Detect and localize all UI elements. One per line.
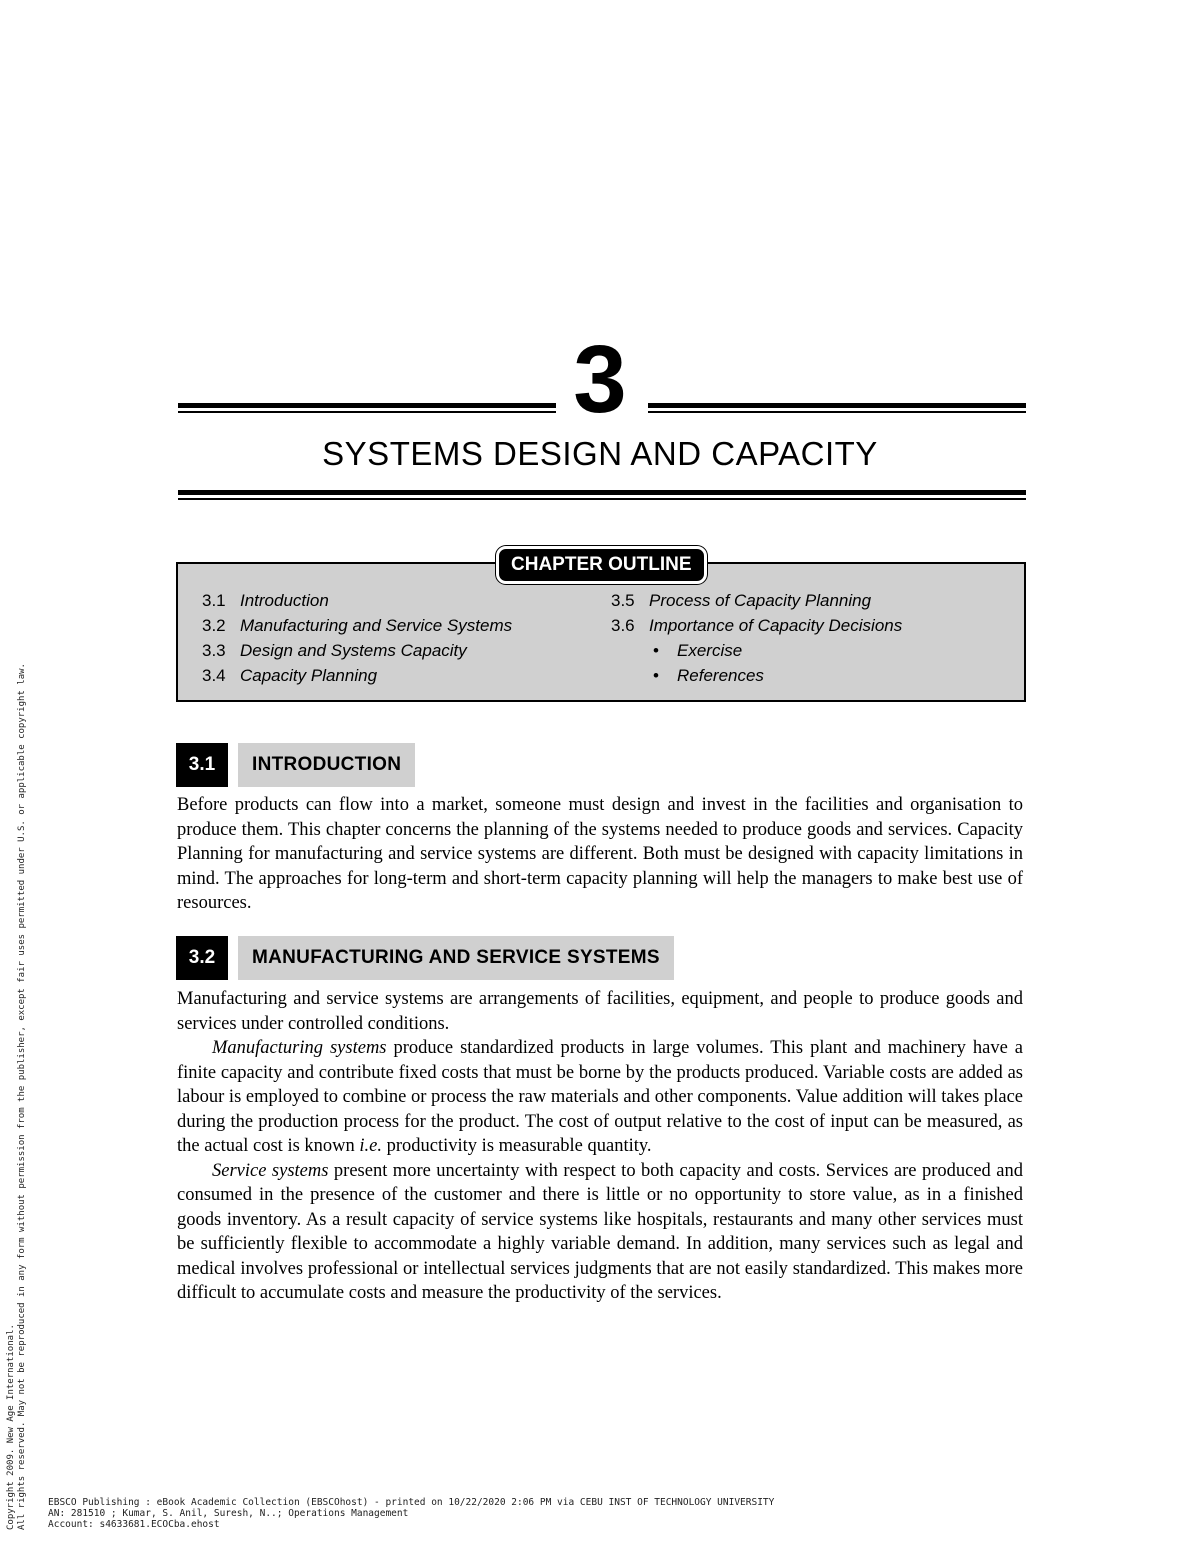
paragraph-lead-term: Manufacturing systems	[212, 1038, 387, 1058]
outline-item-label: Importance of Capacity Decisions	[649, 616, 903, 635]
section-number: 3.2	[176, 936, 228, 980]
outline-item	[611, 588, 902, 613]
outline-item-label: Introduction	[240, 591, 329, 610]
paragraph-lead-term: Service systems	[212, 1160, 329, 1181]
outline-item-number: 3.5	[611, 591, 635, 610]
footer-line: AN: 281510 ; Kumar, S. Anil, Suresh, N..; Operations Management	[48, 1508, 409, 1519]
section-body	[177, 987, 1023, 1306]
paragraph-text-tail: productivity is measurable quantity.	[382, 1136, 652, 1156]
outline-item-number: 3.1	[202, 591, 226, 610]
outline-item-label: Exercise	[677, 641, 743, 660]
footer-line: EBSCO Publishing : eBook Academic Collection (EBSCOhost) - printed on 10/22/2020 2:06 PM via CEBU INST OF TECHNOLOGY UNIVERSITY	[48, 1497, 775, 1508]
section-body	[177, 793, 1023, 916]
section-title: MANUFACTURING AND SERVICE SYSTEMS	[238, 936, 674, 980]
bullet-icon: •	[653, 666, 659, 685]
outline-item-label: Process of Capacity Planning	[649, 591, 872, 610]
paragraph	[177, 1159, 1023, 1306]
paragraph-text: present more uncertainty with respect to both capacity and costs. Services are produced and consumed in the presence of the customer and there is little or no opportunity to store value, as in a finished goods inventory. As a result capacity of service systems like hospitals, restaurants and many other services must be sufficiently flexible to accommodate a highly variable demand. In addition, many services such as legal and medical involves professional or intellectual services judgments that are not easily standardized. This makes more difficult to accumulate costs and measure the productivity of the services.	[177, 1160, 1023, 1303]
outline-item-label: Design and Systems Capacity	[240, 641, 467, 660]
outline-item-number: 3.4	[202, 666, 226, 685]
outline-item	[611, 613, 902, 638]
outline-column-left	[202, 588, 512, 688]
paragraph: Manufacturing and service systems are arrangements of facilities, equipment, and people to produce goods and services under controlled conditions.	[177, 989, 1023, 1034]
bullet-icon: •	[653, 641, 659, 660]
outline-item-label: References	[677, 666, 764, 685]
outline-item-number: 3.6	[611, 616, 635, 635]
chapter-rule-bottom	[178, 490, 1026, 500]
footer-line: Account: s4633681.ECOCba.ehost	[48, 1519, 220, 1530]
chapter-title: SYSTEMS DESIGN AND CAPACITY	[322, 435, 878, 472]
outline-item-number: 3.3	[202, 641, 226, 660]
paragraph-abbreviation: i.e.	[359, 1136, 382, 1156]
outline-item	[202, 663, 512, 688]
chapter-rule-left	[178, 403, 556, 413]
print-footer	[48, 1497, 774, 1530]
outline-item	[202, 613, 512, 638]
outline-item	[202, 638, 512, 663]
chapter-number: 3	[573, 326, 627, 433]
copyright-line: Copyright 2009. New Age International.	[6, 1324, 16, 1530]
section-number: 3.1	[176, 743, 228, 787]
outline-bullet-item	[611, 663, 902, 688]
outline-item-label: Manufacturing and Service Systems	[240, 616, 513, 635]
outline-column-right	[611, 588, 902, 688]
outline-item-label: Capacity Planning	[240, 666, 378, 685]
chapter-rule-right	[648, 403, 1026, 413]
paragraph-text: produce standardized products in large volumes. This plant and machinery have a finite capacity and contribute fixed costs that must be borne by the products produced. Variable costs are added as labour is employed to combine or process the raw materials and other components. Value addition will takes place during the production process for the product. The cost of output relative to the cost of input can be measured, as the actual cost is known	[177, 1038, 1024, 1156]
chapter-outline-label: CHAPTER OUTLINE	[496, 546, 707, 584]
paragraph: Before products can flow into a market, someone must design and invest in the facilities and organisation to produce them. This chapter concerns the planning of the systems needed to produce goods and services. Capacity Planning for manufacturing and service systems are different. Both must be designed with capacity limitations in mind. The approaches for long-term and short-term capacity planning will help the managers to make best use of resources.	[177, 795, 1023, 913]
outline-item-number: 3.2	[202, 616, 226, 635]
section-title: INTRODUCTION	[238, 743, 415, 787]
copyright-side-note	[6, 390, 28, 1530]
outline-item	[202, 588, 512, 613]
paragraph	[177, 1036, 1023, 1159]
outline-bullet-item	[611, 638, 902, 663]
copyright-line: All rights reserved. May not be reproduced in any form without permission from the publisher, except fair uses permitted under U.S. or applicable copyright law.	[17, 663, 27, 1530]
